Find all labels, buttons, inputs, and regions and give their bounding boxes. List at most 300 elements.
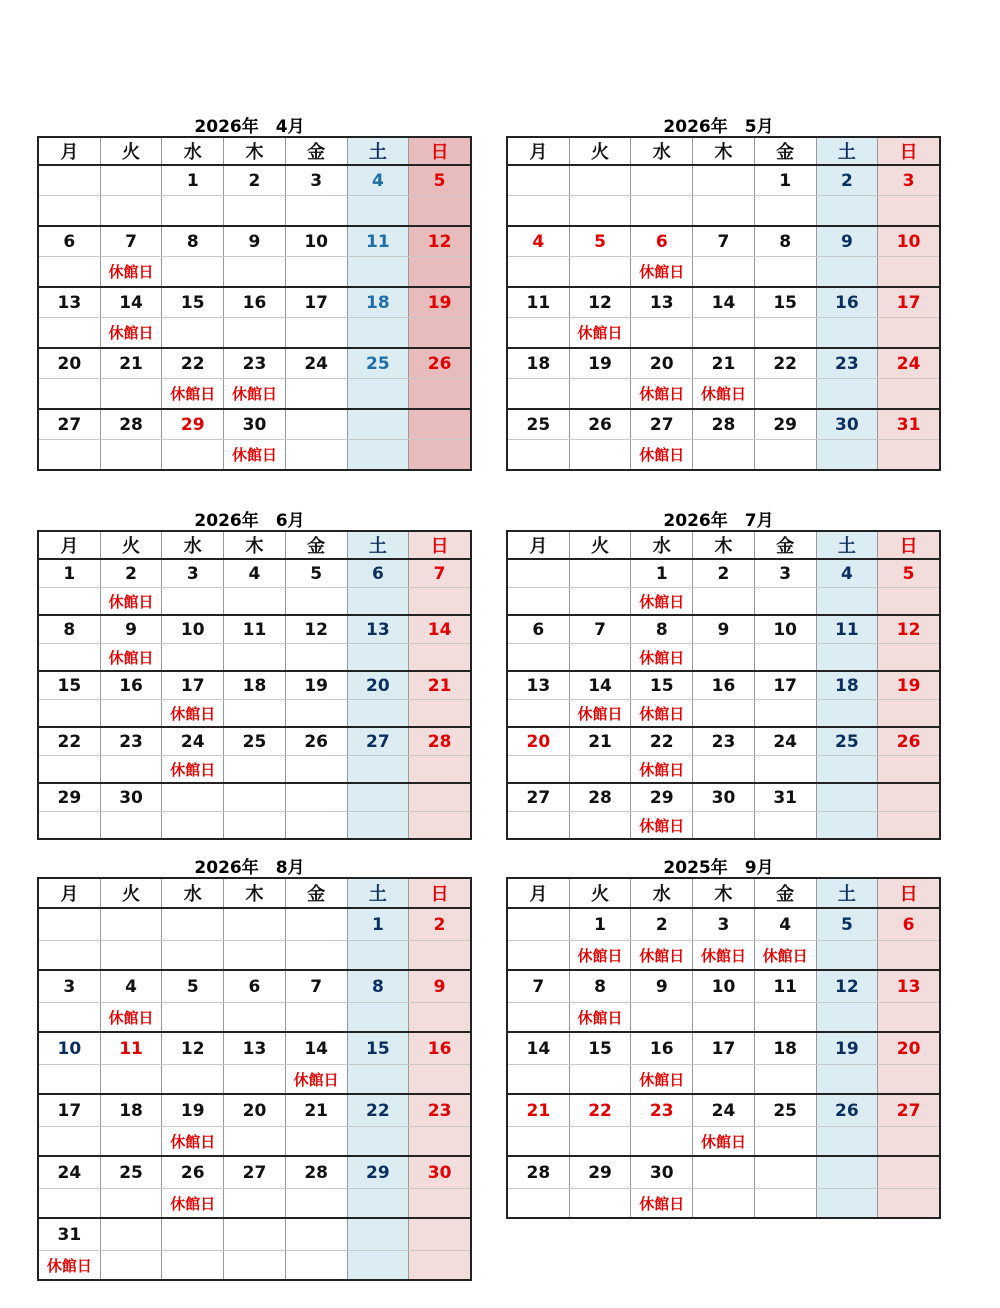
note-cell <box>754 700 816 728</box>
day-cell: 10 <box>754 615 816 644</box>
day-cell: 1 <box>754 165 816 196</box>
note-cell <box>347 1251 409 1281</box>
day-cell: 6 <box>878 908 940 941</box>
note-cell <box>285 1189 347 1219</box>
day-cell <box>285 1218 347 1251</box>
closed-day-label: 休館日 <box>693 941 755 971</box>
note-cell <box>285 379 347 410</box>
day-cell: 2 <box>631 908 693 941</box>
day-cell: 14 <box>409 615 471 644</box>
note-cell <box>409 1003 471 1033</box>
closed-note-row <box>507 440 940 471</box>
week-row <box>38 226 471 257</box>
day-cell: 11 <box>507 287 569 318</box>
note-cell <box>754 196 816 227</box>
closed-day-label: 休館日 <box>631 1065 693 1095</box>
note-cell <box>507 1127 569 1157</box>
day-cell: 1 <box>162 165 224 196</box>
day-cell: 1 <box>569 908 631 941</box>
weekday-header: 金 <box>754 531 816 559</box>
note-cell <box>347 941 409 971</box>
day-cell: 15 <box>631 671 693 700</box>
note-cell <box>507 941 569 971</box>
closed-note-row <box>38 756 471 784</box>
week-row <box>507 1032 940 1065</box>
day-cell: 8 <box>347 970 409 1003</box>
weekday-header: 火 <box>569 531 631 559</box>
closed-note-row <box>507 1003 940 1033</box>
day-cell: 14 <box>100 287 162 318</box>
day-cell: 3 <box>162 559 224 588</box>
note-cell <box>878 257 940 288</box>
note-cell <box>285 1003 347 1033</box>
note-cell <box>347 196 409 227</box>
note-cell <box>38 1003 100 1033</box>
day-cell: 24 <box>162 727 224 756</box>
note-cell <box>409 379 471 410</box>
week-row <box>507 409 940 440</box>
note-cell <box>693 257 755 288</box>
month-title: 2025年 9月 <box>663 858 774 878</box>
day-cell <box>507 559 569 588</box>
closed-day-label: 休館日 <box>224 440 286 471</box>
day-cell: 18 <box>224 671 286 700</box>
note-cell <box>224 812 286 840</box>
day-cell: 7 <box>409 559 471 588</box>
day-cell: 1 <box>347 908 409 941</box>
week-row <box>38 727 471 756</box>
note-cell <box>816 379 878 410</box>
note-cell <box>507 318 569 349</box>
note-cell <box>878 318 940 349</box>
day-cell: 7 <box>100 226 162 257</box>
note-cell <box>285 440 347 471</box>
day-cell: 30 <box>631 1156 693 1189</box>
note-cell <box>224 700 286 728</box>
week-row <box>38 1032 471 1065</box>
day-cell: 5 <box>878 559 940 588</box>
day-cell: 4 <box>754 908 816 941</box>
day-cell <box>285 409 347 440</box>
closed-day-label: 休館日 <box>224 379 286 410</box>
note-cell <box>409 257 471 288</box>
note-cell <box>693 700 755 728</box>
weekday-header: 火 <box>100 137 162 165</box>
weekday-header: 木 <box>224 137 286 165</box>
note-cell <box>569 756 631 784</box>
day-cell: 22 <box>631 727 693 756</box>
day-cell: 27 <box>224 1156 286 1189</box>
day-cell: 21 <box>507 1094 569 1127</box>
note-cell <box>631 1003 693 1033</box>
note-cell <box>38 588 100 616</box>
day-cell: 6 <box>38 226 100 257</box>
calendar-grid <box>506 136 941 471</box>
day-cell: 30 <box>100 783 162 812</box>
day-cell: 9 <box>816 226 878 257</box>
weekday-header-row <box>507 878 940 908</box>
weekday-header: 水 <box>631 137 693 165</box>
day-cell <box>224 783 286 812</box>
note-cell <box>631 196 693 227</box>
day-cell: 24 <box>693 1094 755 1127</box>
note-cell <box>754 812 816 840</box>
week-row <box>507 970 940 1003</box>
day-cell: 25 <box>816 727 878 756</box>
day-cell: 5 <box>816 908 878 941</box>
day-cell: 15 <box>38 671 100 700</box>
note-cell <box>100 756 162 784</box>
note-cell <box>285 756 347 784</box>
note-cell <box>162 1065 224 1095</box>
note-cell <box>816 318 878 349</box>
closed-note-row <box>38 588 471 616</box>
week-row <box>507 615 940 644</box>
weekday-header: 火 <box>100 531 162 559</box>
closed-note-row <box>38 941 471 971</box>
note-cell <box>409 1189 471 1219</box>
day-cell: 10 <box>693 970 755 1003</box>
day-cell: 17 <box>38 1094 100 1127</box>
closed-note-row <box>38 379 471 410</box>
day-cell: 23 <box>693 727 755 756</box>
weekday-header: 木 <box>693 137 755 165</box>
day-cell: 20 <box>507 727 569 756</box>
day-cell: 16 <box>631 1032 693 1065</box>
closed-day-label: 休館日 <box>569 700 631 728</box>
day-cell: 25 <box>754 1094 816 1127</box>
day-cell: 28 <box>285 1156 347 1189</box>
day-cell: 28 <box>507 1156 569 1189</box>
day-cell: 21 <box>569 727 631 756</box>
note-cell <box>816 1003 878 1033</box>
day-cell: 8 <box>569 970 631 1003</box>
week-row <box>507 908 940 941</box>
note-cell <box>38 812 100 840</box>
day-cell <box>38 908 100 941</box>
weekday-header: 日 <box>409 531 471 559</box>
day-cell <box>285 908 347 941</box>
note-cell <box>347 318 409 349</box>
closed-day-label: 休館日 <box>631 756 693 784</box>
week-row <box>38 615 471 644</box>
day-cell: 15 <box>754 287 816 318</box>
week-row <box>38 908 471 941</box>
note-cell <box>507 196 569 227</box>
week-row <box>38 1218 471 1251</box>
weekday-header: 月 <box>507 137 569 165</box>
note-cell <box>816 700 878 728</box>
note-cell <box>878 379 940 410</box>
week-row <box>507 287 940 318</box>
note-cell <box>409 1065 471 1095</box>
note-cell <box>754 756 816 784</box>
day-cell: 24 <box>285 348 347 379</box>
note-cell <box>878 588 940 616</box>
note-cell <box>100 700 162 728</box>
day-cell <box>162 783 224 812</box>
closed-note-row <box>507 196 940 227</box>
closed-note-row <box>507 1065 940 1095</box>
day-cell: 13 <box>631 287 693 318</box>
note-cell <box>162 196 224 227</box>
week-row <box>507 165 940 196</box>
week-row <box>38 671 471 700</box>
day-cell: 2 <box>409 908 471 941</box>
note-cell <box>507 1189 569 1219</box>
day-cell: 2 <box>693 559 755 588</box>
calendar-grid <box>37 530 472 840</box>
note-cell <box>816 1065 878 1095</box>
week-row <box>38 348 471 379</box>
closed-note-row <box>507 941 940 971</box>
closed-day-label: 休館日 <box>754 941 816 971</box>
note-cell <box>162 440 224 471</box>
day-cell: 22 <box>347 1094 409 1127</box>
note-cell <box>507 440 569 471</box>
day-cell: 6 <box>224 970 286 1003</box>
day-cell: 3 <box>693 908 755 941</box>
note-cell <box>100 941 162 971</box>
day-cell <box>347 783 409 812</box>
note-cell <box>693 756 755 784</box>
closed-note-row <box>507 644 940 672</box>
day-cell: 14 <box>285 1032 347 1065</box>
note-cell <box>409 812 471 840</box>
note-cell <box>224 588 286 616</box>
note-cell <box>569 196 631 227</box>
note-cell <box>409 700 471 728</box>
closed-day-label: 休館日 <box>631 1189 693 1219</box>
day-cell: 16 <box>100 671 162 700</box>
note-cell <box>224 941 286 971</box>
weekday-header: 日 <box>409 878 471 908</box>
week-row <box>507 1094 940 1127</box>
closed-note-row <box>38 1065 471 1095</box>
day-cell <box>878 1156 940 1189</box>
weekday-header: 土 <box>816 137 878 165</box>
closed-note-row <box>38 196 471 227</box>
day-cell: 5 <box>285 559 347 588</box>
note-cell <box>754 1127 816 1157</box>
note-cell <box>38 1065 100 1095</box>
weekday-header: 金 <box>285 878 347 908</box>
note-cell <box>347 257 409 288</box>
month-title: 2026年 8月 <box>194 858 305 878</box>
day-cell <box>409 1218 471 1251</box>
note-cell <box>224 1251 286 1281</box>
day-cell: 27 <box>878 1094 940 1127</box>
note-cell <box>754 379 816 410</box>
note-cell <box>285 588 347 616</box>
day-cell: 16 <box>816 287 878 318</box>
day-cell <box>693 1156 755 1189</box>
day-cell: 6 <box>347 559 409 588</box>
note-cell <box>816 941 878 971</box>
day-cell: 18 <box>507 348 569 379</box>
note-cell <box>100 1251 162 1281</box>
note-cell <box>285 812 347 840</box>
closed-day-label: 休館日 <box>631 379 693 410</box>
note-cell <box>507 588 569 616</box>
closed-day-label: 休館日 <box>162 379 224 410</box>
weekday-header: 木 <box>693 531 755 559</box>
note-cell <box>507 257 569 288</box>
note-cell <box>162 941 224 971</box>
note-cell <box>100 1065 162 1095</box>
note-cell <box>693 318 755 349</box>
weekday-header-row <box>38 878 471 908</box>
note-cell <box>878 812 940 840</box>
closed-note-row <box>38 644 471 672</box>
day-cell: 18 <box>100 1094 162 1127</box>
day-cell: 30 <box>693 783 755 812</box>
weekday-header: 木 <box>224 878 286 908</box>
week-row <box>507 226 940 257</box>
week-row <box>507 348 940 379</box>
closed-note-row <box>38 700 471 728</box>
day-cell: 25 <box>347 348 409 379</box>
weekday-header: 木 <box>224 531 286 559</box>
closed-note-row <box>38 1251 471 1281</box>
day-cell: 26 <box>162 1156 224 1189</box>
note-cell <box>38 644 100 672</box>
closed-note-row <box>38 257 471 288</box>
day-cell: 22 <box>38 727 100 756</box>
note-cell <box>347 440 409 471</box>
day-cell: 3 <box>754 559 816 588</box>
note-cell <box>224 196 286 227</box>
day-cell: 18 <box>754 1032 816 1065</box>
note-cell <box>631 318 693 349</box>
day-cell: 25 <box>100 1156 162 1189</box>
day-cell: 8 <box>162 226 224 257</box>
day-cell <box>409 409 471 440</box>
day-cell: 7 <box>569 615 631 644</box>
note-cell <box>569 1065 631 1095</box>
day-cell: 2 <box>224 165 286 196</box>
note-cell <box>38 756 100 784</box>
note-cell <box>224 644 286 672</box>
weekday-header: 土 <box>347 531 409 559</box>
note-cell <box>285 318 347 349</box>
day-cell: 31 <box>38 1218 100 1251</box>
day-cell: 8 <box>754 226 816 257</box>
day-cell <box>878 783 940 812</box>
closed-day-label: 休館日 <box>693 379 755 410</box>
day-cell: 16 <box>409 1032 471 1065</box>
day-cell <box>38 165 100 196</box>
day-cell: 14 <box>569 671 631 700</box>
day-cell: 31 <box>878 409 940 440</box>
week-row <box>38 287 471 318</box>
note-cell <box>507 700 569 728</box>
day-cell: 9 <box>100 615 162 644</box>
note-cell <box>816 588 878 616</box>
closed-note-row <box>38 1127 471 1157</box>
weekday-header: 日 <box>409 137 471 165</box>
closed-day-label: 休館日 <box>100 257 162 288</box>
week-row <box>38 970 471 1003</box>
note-cell <box>224 756 286 784</box>
month-title: 2026年 7月 <box>663 511 774 531</box>
day-cell: 20 <box>878 1032 940 1065</box>
day-cell: 4 <box>347 165 409 196</box>
note-cell <box>347 756 409 784</box>
week-row <box>507 1156 940 1189</box>
day-cell: 15 <box>347 1032 409 1065</box>
note-cell <box>878 1189 940 1219</box>
day-cell <box>224 908 286 941</box>
closed-note-row <box>507 379 940 410</box>
note-cell <box>38 257 100 288</box>
note-cell <box>347 1003 409 1033</box>
day-cell: 24 <box>38 1156 100 1189</box>
day-cell: 18 <box>816 671 878 700</box>
day-cell <box>347 409 409 440</box>
weekday-header: 火 <box>569 137 631 165</box>
day-cell <box>100 1218 162 1251</box>
weekday-header: 火 <box>569 878 631 908</box>
day-cell: 28 <box>569 783 631 812</box>
note-cell <box>754 644 816 672</box>
note-cell <box>285 700 347 728</box>
day-cell: 28 <box>693 409 755 440</box>
day-cell <box>409 783 471 812</box>
closed-day-label: 休館日 <box>162 756 224 784</box>
day-cell: 17 <box>285 287 347 318</box>
note-cell <box>162 812 224 840</box>
week-row <box>507 783 940 812</box>
closed-day-label: 休館日 <box>38 1251 100 1281</box>
weekday-header: 木 <box>693 878 755 908</box>
note-cell <box>816 756 878 784</box>
note-cell <box>816 196 878 227</box>
closed-day-label: 休館日 <box>100 318 162 349</box>
month-title: 2026年 6月 <box>194 511 305 531</box>
note-cell <box>347 588 409 616</box>
note-cell <box>754 1189 816 1219</box>
closed-day-label: 休館日 <box>569 941 631 971</box>
note-cell <box>816 1189 878 1219</box>
day-cell: 24 <box>878 348 940 379</box>
note-cell <box>162 1251 224 1281</box>
closed-day-label: 休館日 <box>631 644 693 672</box>
note-cell <box>409 440 471 471</box>
note-cell <box>754 588 816 616</box>
day-cell: 23 <box>224 348 286 379</box>
note-cell <box>878 644 940 672</box>
note-cell <box>162 257 224 288</box>
day-cell <box>569 165 631 196</box>
note-cell <box>285 196 347 227</box>
note-cell <box>507 644 569 672</box>
day-cell: 20 <box>631 348 693 379</box>
note-cell <box>754 1065 816 1095</box>
weekday-header: 月 <box>38 137 100 165</box>
day-cell: 6 <box>631 226 693 257</box>
day-cell: 19 <box>878 671 940 700</box>
day-cell: 16 <box>224 287 286 318</box>
closed-note-row <box>38 440 471 471</box>
note-cell <box>409 756 471 784</box>
day-cell <box>347 1218 409 1251</box>
note-cell <box>100 812 162 840</box>
note-cell <box>100 440 162 471</box>
note-cell <box>409 941 471 971</box>
month-title: 2026年 4月 <box>194 117 305 137</box>
note-cell <box>693 588 755 616</box>
